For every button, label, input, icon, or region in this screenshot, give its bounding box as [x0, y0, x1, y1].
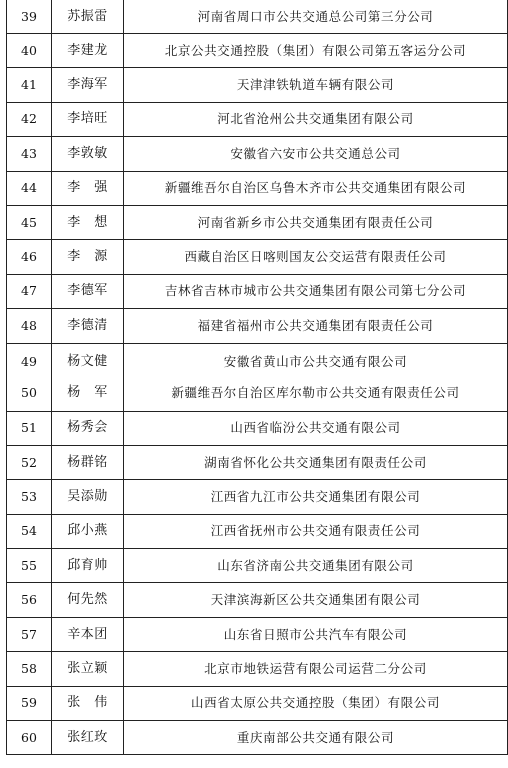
row-number: 56 [7, 583, 52, 617]
row-number: 52 [7, 445, 52, 479]
person-name: 李 源 [52, 240, 124, 274]
table-row [7, 34, 508, 68]
person-name: 杨秀会 [52, 411, 124, 445]
person-name: 李德清 [52, 309, 124, 343]
organization: 山东省日照市公共汽车有限公司 [124, 617, 508, 651]
person-name: 李 想 [52, 205, 124, 239]
organization: 天津津铁轨道车辆有限公司 [124, 68, 508, 102]
organization: 山西省临汾公共交通有限公司 [124, 411, 508, 445]
organization: 江西省抚州市公共交通有限责任公司 [124, 514, 508, 548]
organization: 山西省太原公共交通控股（集团）有限公司 [124, 686, 508, 720]
organization: 重庆南部公共交通有限公司 [124, 721, 508, 755]
organization: 安徽省六安市公共交通总公司 [124, 137, 508, 171]
organization: 湖南省怀化公共交通集团有限责任公司 [124, 445, 508, 479]
table-row [7, 583, 508, 617]
row-number: 47 [7, 274, 52, 308]
organization-pair [124, 343, 508, 411]
organization: 安徽省黄山市公共交通有限公司 [223, 353, 408, 369]
organization: 吉林省吉林市城市公共交通集团有限公司第七分公司 [124, 274, 508, 308]
person-name: 李建龙 [52, 34, 124, 68]
person-name: 邱育帅 [52, 549, 124, 583]
person-name-pair [52, 343, 124, 411]
person-name: 辛本团 [52, 617, 124, 651]
organization: 天津滨海新区公共交通集团有限公司 [124, 583, 508, 617]
row-number: 44 [7, 171, 52, 205]
table-row [7, 309, 508, 343]
person-name: 李敦敏 [52, 137, 124, 171]
organization: 山东省济南公共交通集团有限公司 [124, 549, 508, 583]
table-row [7, 171, 508, 205]
row-number: 39 [7, 0, 52, 34]
row-number: 51 [7, 411, 52, 445]
row-number-pair [7, 343, 52, 411]
person-name: 杨 军 [67, 384, 108, 400]
table-row [7, 445, 508, 479]
person-name: 张 伟 [52, 686, 124, 720]
row-number: 58 [7, 652, 52, 686]
table-row [7, 137, 508, 171]
organization: 河南省周口市公共交通总公司第三分公司 [124, 0, 508, 34]
row-number: 49 [21, 353, 37, 369]
table-row [7, 480, 508, 514]
person-name: 李 强 [52, 171, 124, 205]
table-row [7, 0, 508, 34]
table-row [7, 240, 508, 274]
table-row [7, 617, 508, 651]
table-row [7, 549, 508, 583]
row-number: 40 [7, 34, 52, 68]
table-row [7, 652, 508, 686]
row-number: 60 [7, 721, 52, 755]
organization: 新疆维吾尔自治区库尔勒市公共交通有限责任公司 [171, 384, 460, 400]
honoree-table [6, 0, 508, 755]
person-name: 吴添勋 [52, 480, 124, 514]
row-number: 48 [7, 309, 52, 343]
row-number: 53 [7, 480, 52, 514]
person-name: 杨文健 [67, 353, 108, 369]
table-row [7, 205, 508, 239]
person-name: 何先然 [52, 583, 124, 617]
person-name: 李德军 [52, 274, 124, 308]
person-name: 邱小燕 [52, 514, 124, 548]
row-number: 42 [7, 102, 52, 136]
table-row [7, 686, 508, 720]
table-row [7, 514, 508, 548]
organization: 河南省新乡市公共交通集团有限责任公司 [124, 205, 508, 239]
table-row [7, 274, 508, 308]
row-number: 50 [21, 384, 37, 400]
person-name: 李海军 [52, 68, 124, 102]
person-name: 张红玫 [52, 721, 124, 755]
table-row [7, 68, 508, 102]
row-number: 43 [7, 137, 52, 171]
organization: 北京公共交通控股（集团）有限公司第五客运分公司 [124, 34, 508, 68]
organization: 西藏自治区日喀则国友公交运营有限责任公司 [124, 240, 508, 274]
table-row [7, 411, 508, 445]
organization: 新疆维吾尔自治区乌鲁木齐市公共交通集团有限公司 [124, 171, 508, 205]
row-number: 54 [7, 514, 52, 548]
organization: 北京市地铁运营有限公司运营二分公司 [124, 652, 508, 686]
row-number: 41 [7, 68, 52, 102]
person-name: 张立颖 [52, 652, 124, 686]
row-number: 46 [7, 240, 52, 274]
row-number: 45 [7, 205, 52, 239]
organization: 江西省九江市公共交通集团有限公司 [124, 480, 508, 514]
person-name: 苏振雷 [52, 0, 124, 34]
organization: 福建省福州市公共交通集团有限责任公司 [124, 309, 508, 343]
table-row-merged [7, 343, 508, 411]
row-number: 57 [7, 617, 52, 651]
row-number: 55 [7, 549, 52, 583]
table-row [7, 102, 508, 136]
person-name: 杨群铭 [52, 445, 124, 479]
row-number: 59 [7, 686, 52, 720]
organization: 河北省沧州公共交通集团有限公司 [124, 102, 508, 136]
table-row [7, 721, 508, 755]
person-name: 李培旺 [52, 102, 124, 136]
